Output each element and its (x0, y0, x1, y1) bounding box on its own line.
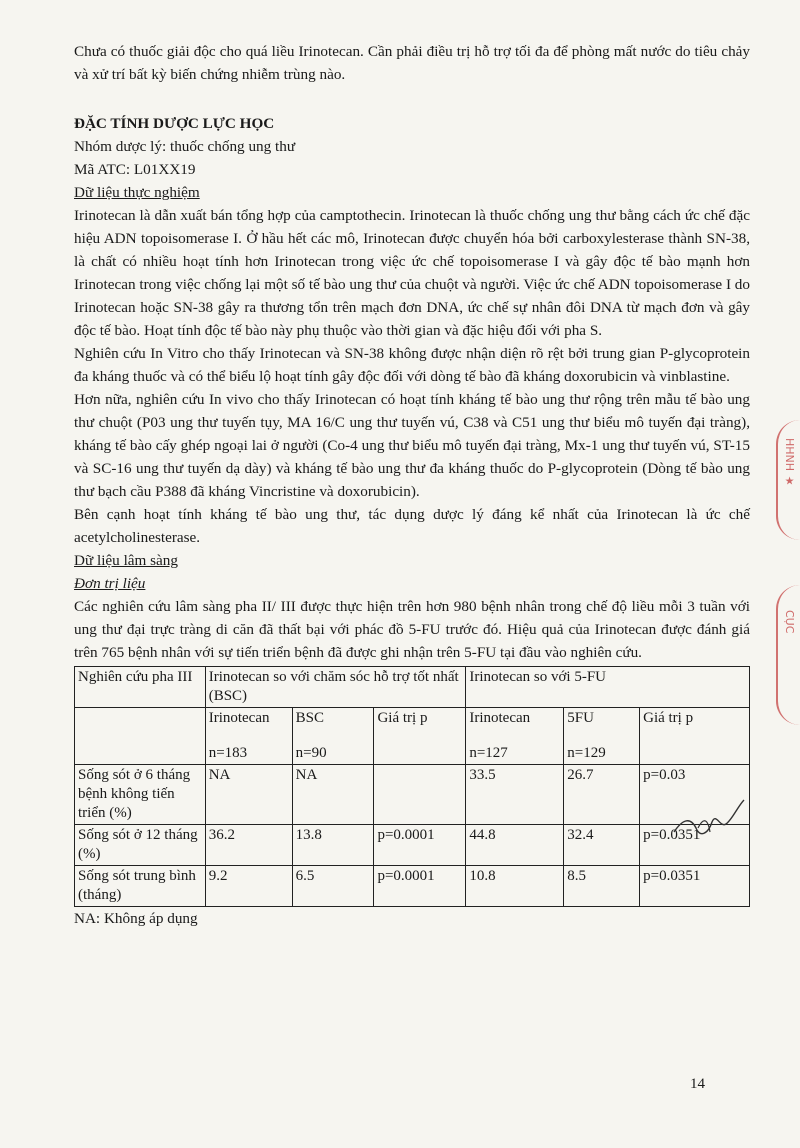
experimental-paragraph-4: Bên cạnh hoạt tính kháng tế bào ung thư, tác dụng dược lý đáng kể nhất của Irinotecan là ức chế acetylcholinesterase. (74, 506, 750, 546)
red-stamp-text-lower: CỤC (783, 610, 796, 634)
table-cell (374, 765, 466, 825)
experimental-paragraph-1: Irinotecan là dẫn xuất bán tổng hợp của camptothecin. Irinotecan là thuốc chống ung thư bằng cách ức chế đặc hiệu ADN topoisomerase I. Ở hầu hết các mô, Irinotecan được chuyển hóa bởi carboxylesterase thành SN-38, là chất có nhiều hoạt tính hơn Irinotecan trong việc ức chế topoisomerase I và gây độc tế bào mạnh hơn Irinotecan trong việc chống lại một số tế bào ung thư của chuột và người. Việc ức chế ADN topoisomerase I do Irinotecan hoặc SN-38 gây ra thương tổn trên mạch đơn DNA, ức chế sự nhân đôi DNA từ mạch đơn và gây độc tế bào. Hoạt tính độc tế bào này phụ thuộc vào thời gian và đặc hiệu đối với pha S. (74, 207, 750, 339)
row-label: Sống sót trung bình (tháng) (75, 866, 206, 907)
table-footnote: NA: Không áp dụng (74, 910, 198, 927)
study-header: Nghiên cứu pha III (75, 667, 206, 708)
table-cell: 32.4 (564, 825, 640, 866)
arm-n: n=127 (469, 745, 508, 761)
table-cell (75, 708, 206, 765)
clinical-paragraph-1: Các nghiên cứu lâm sàng pha II/ III được thực hiện trên hơn 980 bệnh nhân trong chế độ liều mỗi 3 tuần với ung thư đại trực tràng di căn đã thất bại với phác đồ 5-FU trước đó. Hiệu quả của Irinotecan được đánh giá trên 765 bệnh nhân với sự tiến triển bệnh đã được ghi nhận trên 5-FU tại đầu vào nghiên cứu. (74, 598, 750, 661)
table-cell: p=0.0351 (640, 825, 750, 866)
experimental-paragraph-3: Hơn nữa, nghiên cứu In vivo cho thấy Irinotecan có hoạt tính kháng tế bào ung thư rộng trên mẫu tế bào ung thư chuột (P03 ung thư tuyến tụy, MA 16/C ung thư tuyến vú, C38 và C51 ung thư biểu mô tuyến đại tràng), kháng tế bào cấy ghép ngoại lai ở người (Co-4 ung thư biểu mô tuyến đại tràng, Mx-1 ung thư tuyến vú, ST-15 và SC-16 ung thư tuyến dạ dày) và kháng tế bào ung thư đa kháng thuốc do P-glycoprotein (Dòng tế bào ung thư bạch cầu P388 đã kháng Vincristine và doxorubicin). (74, 391, 750, 500)
table-cell: 13.8 (292, 825, 374, 866)
table-subheader-row (75, 708, 750, 765)
red-stamp-edge-lower (776, 585, 800, 725)
experimental-paragraph-2: Nghiên cứu In Vitro cho thấy Irinotecan và SN-38 không được nhận diện rõ rệt bởi trung gian P-glycoprotein đa kháng thuốc và có thể biểu lộ hoạt tính gây độc đối với dòng tế bào đã kháng doxorubicin và vinblastine. (74, 345, 750, 385)
table-cell: p=0.03 (640, 765, 750, 825)
table-cell: 10.8 (466, 866, 564, 907)
subheader-cell (564, 708, 640, 765)
arm-name: Giá trị p (377, 710, 428, 726)
atc-code: Mã ATC: L01XX19 (74, 161, 196, 178)
subheader-cell (640, 708, 750, 765)
document-page (74, 40, 750, 930)
table-row (75, 765, 750, 825)
red-stamp-text: HHNH ★ (783, 438, 796, 488)
clinical-data-heading: Dữ liệu lâm sàng (74, 552, 178, 569)
page-number: 14 (690, 1076, 705, 1092)
group1-header: Irinotecan so với chăm sóc hỗ trợ tốt nhất (BSC) (205, 667, 466, 708)
table-row (75, 825, 750, 866)
arm-name: Giá trị p (643, 710, 694, 726)
table-cell: 36.2 (205, 825, 292, 866)
table-cell: 44.8 (466, 825, 564, 866)
intro-paragraph: Chưa có thuốc giải độc cho quá liều Irinotecan. Cần phải điều trị hỗ trợ tối đa để phòng mất nước do tiêu chảy và xử trí bất kỳ biến chứng nhiễm trùng nào. (74, 43, 750, 83)
arm-n: n=183 (208, 745, 248, 761)
table-header-row (75, 667, 750, 708)
subheader-cell (374, 708, 466, 765)
results-table (74, 666, 750, 907)
arm-name: Irinotecan (469, 710, 531, 726)
subheader-cell (292, 708, 374, 765)
monotherapy-heading: Đơn trị liệu (74, 575, 146, 592)
table-cell: NA (205, 765, 292, 825)
table-row (75, 866, 750, 907)
table-cell: p=0.0001 (374, 866, 466, 907)
pharmacologic-group: Nhóm dược lý: thuốc chống ung thư (74, 138, 296, 155)
table-cell: 9.2 (205, 866, 292, 907)
arm-n: n=90 (295, 745, 327, 761)
table-cell: NA (292, 765, 374, 825)
table-cell: 8.5 (564, 866, 640, 907)
subheader-cell (205, 708, 292, 765)
table-cell: 26.7 (564, 765, 640, 825)
row-label: Sống sót ở 6 tháng bệnh không tiến triển (%) (75, 765, 206, 825)
signature-mark (668, 798, 748, 848)
table-cell: p=0.0001 (374, 825, 466, 866)
row-label: Sống sót ở 12 tháng (%) (75, 825, 206, 866)
table-cell: 6.5 (292, 866, 374, 907)
experimental-data-heading: Dữ liệu thực nghiệm (74, 184, 200, 201)
subheader-cell (466, 708, 564, 765)
arm-n: n=129 (567, 745, 606, 761)
section-heading: ĐẶC TÍNH DƯỢC LỰC HỌC (74, 115, 275, 132)
arm-name: BSC (295, 710, 324, 726)
arm-name: 5FU (567, 710, 594, 726)
arm-name: Irinotecan (208, 710, 270, 726)
table-cell: p=0.0351 (640, 866, 750, 907)
group2-header: Irinotecan so với 5-FU (466, 667, 750, 708)
table-cell: 33.5 (466, 765, 564, 825)
